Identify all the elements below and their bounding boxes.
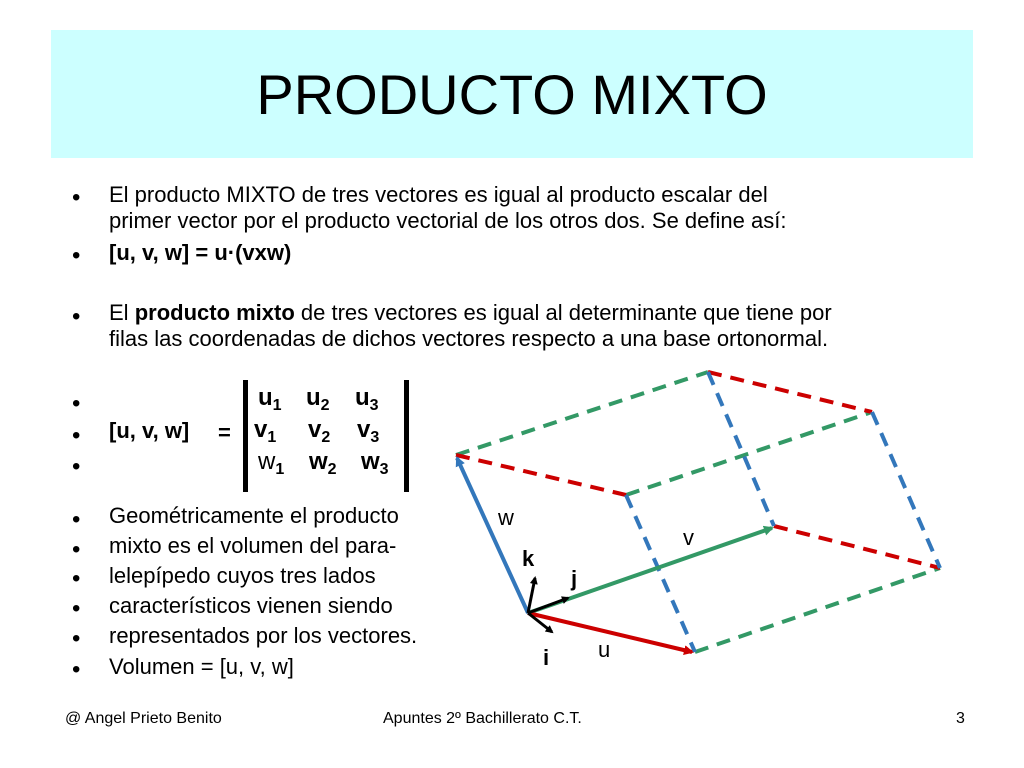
label-j: j: [571, 566, 578, 591]
cell-subscript: 2: [321, 429, 331, 446]
cell-subscript: 1: [272, 397, 282, 414]
geo-text-line: lelepípedo cuyos tres lados: [109, 563, 376, 588]
parallelepiped-diagram: [440, 360, 960, 680]
determinant-bar-right: [404, 380, 409, 492]
edge-red-top-front: [456, 455, 626, 495]
bullet-text-determinant-2: filas las coordenadas de dichos vectores respecto a una base ortonormal.: [109, 326, 829, 351]
bullet-dot: •: [72, 536, 81, 563]
bullet-text-determinant-1: [109, 300, 832, 326]
edge-red-top-back: [708, 372, 872, 412]
dashed-blue-edges: [626, 372, 940, 652]
bullet-dot: •: [72, 453, 81, 480]
label-i: i: [543, 645, 550, 670]
edge-green-bottom: [695, 568, 940, 652]
bullet-text-definition-1: El producto MIXTO de tres vectores es igual al producto escalar del: [109, 182, 768, 207]
matrix-cell: [357, 416, 379, 447]
cell-letter: w: [309, 448, 328, 475]
cell-subscript: 1: [267, 429, 277, 446]
bullet-dot: •: [72, 565, 81, 592]
text-plain: El: [109, 300, 135, 325]
text-plain: de tres vectores es igual al determinante que tiene por: [294, 300, 832, 325]
label-w: w: [498, 505, 514, 530]
cell-subscript: 2: [320, 397, 330, 414]
matrix-cell: [361, 448, 389, 479]
geo-text-line: Geométricamente el producto: [109, 503, 399, 528]
label-v: v: [683, 525, 694, 550]
label-u: u: [598, 637, 611, 662]
matrix-cell: [306, 384, 330, 415]
geo-text-line: mixto es el volumen del para-: [109, 533, 397, 558]
label-k: k: [522, 546, 535, 571]
cell-subscript: 1: [275, 461, 285, 478]
cell-letter: v: [308, 416, 322, 443]
bullet-text-definition-2: primer vector por el producto vectorial de los otros dos. Se define así:: [109, 208, 787, 233]
bullet-text-formula: [u, v, w] = u·(vxw): [109, 240, 292, 265]
matrix-cell: [355, 384, 379, 415]
footer-author: @ Angel Prieto Benito: [65, 710, 222, 727]
cell-letter: v: [357, 416, 371, 443]
cell-subscript: 3: [369, 397, 379, 414]
bullet-dot: •: [72, 242, 81, 269]
determinant-bar-left: [243, 380, 248, 492]
cell-letter: w: [258, 448, 276, 475]
geo-text-line: representados por los vectores.: [109, 623, 418, 648]
bullet-dot: •: [72, 303, 81, 330]
edge-green-top-left: [456, 372, 708, 455]
text-bold-term: producto mixto: [134, 300, 295, 325]
equals-sign: =: [218, 420, 231, 445]
vector-w-arrow: [457, 458, 528, 613]
matrix-cell: [309, 448, 337, 479]
cell-letter: u: [258, 384, 273, 411]
matrix-cell: [254, 416, 276, 447]
basis-k-arrow: [528, 578, 535, 613]
bullet-dot: •: [72, 390, 81, 417]
matrix-cell: [258, 384, 282, 415]
cell-letter: v: [254, 416, 268, 443]
geo-text-line: Volumen = [u, v, w]: [109, 654, 294, 679]
cell-letter: w: [361, 448, 380, 475]
bullet-dot: •: [72, 506, 81, 533]
cell-subscript: 3: [370, 429, 380, 446]
edge-blue-right: [872, 412, 940, 568]
bullet-dot: •: [72, 184, 81, 211]
bullet-dot: •: [72, 422, 81, 449]
matrix-label: [u, v, w]: [109, 418, 190, 443]
slide-title: PRODUCTO MIXTO: [256, 62, 768, 126]
edge-green-top-right: [626, 412, 872, 495]
cell-letter: u: [355, 384, 370, 411]
bullet-dot: •: [72, 595, 81, 622]
edge-red-middle: [774, 526, 940, 568]
cell-subscript: 2: [327, 461, 337, 478]
matrix-cell: [308, 416, 330, 447]
bullet-dot: •: [72, 625, 81, 652]
bullet-dot: •: [72, 656, 81, 683]
geo-text-line: característicos vienen siendo: [109, 593, 393, 618]
footer-page-number: 3: [956, 710, 965, 727]
matrix-cell: [258, 448, 284, 479]
cell-letter: u: [306, 384, 321, 411]
footer-course: Apuntes 2º Bachillerato C.T.: [383, 710, 582, 727]
cell-subscript: 3: [379, 461, 389, 478]
basis-j-arrow: [528, 598, 568, 613]
